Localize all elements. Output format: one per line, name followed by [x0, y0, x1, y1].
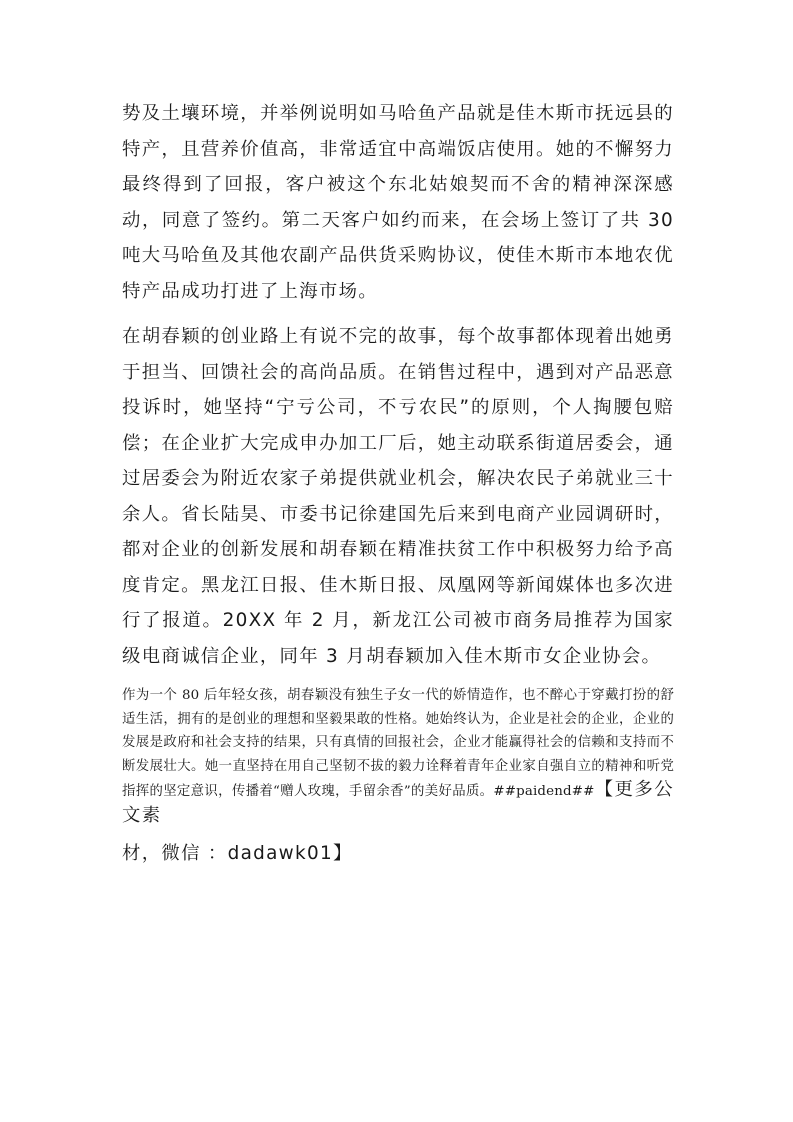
- small-paragraph-text: 作为一个 80 后年轻女孩，胡春颖没有独生子女一代的娇情造作，也不醉心于穿戴打扮的舒适生活，拥有的是创业的理想和坚毅果敢的性格。她始终认为，企业是社会的企业，企业的发展是政府和社会支持的结果，只有真情的回报社会，企业才能赢得社会的信赖和支持而不断发展壮大。她一直坚持在用自己坚韧不拔的毅力诠释着青年企业家自强自立的精神和听党指挥的坚定意识，传播着“赠人玫瑰，手留余香”的美好品质。##paidend##: [122, 688, 674, 799]
- body-paragraph-1: 势及土壤环境，并举例说明如马哈鱼产品就是佳木斯市抚远县的特产，且营养价值高，非常适宜中高端饭店使用。她的不懈努力最终得到了回报，客户被这个东北姑娘契而不舍的精神深深感动，同意了签约。第二天客户如约而来，在会场上签订了共 30 吨大马哈鱼及其他农副产品供货采购协议，使佳木斯市本地农优特产品成功打进了上海市场。: [122, 103, 674, 302]
- small-paragraph: [122, 684, 674, 829]
- body-paragraph-2: 在胡春颖的创业路上有说不完的故事，每个故事都体现着出她勇于担当、回馈社会的高尚品质。在销售过程中，遇到对产品恶意投诉时，她坚持“宁亏公司，不亏农民”的原则，个人掏腰包赔偿；在企业扩大完成申办加工厂后，她主动联系街道居委会，通过居委会为附近农家子弟提供就业机会，解决农民子弟就业三十余人。省长陆昊、市委书记徐建国先后来到电商产业园调研时，都对企业的创新发展和胡春颖在精准扶贫工作中积极努力给予高度肯定。黑龙江日报、佳木斯日报、凤凰网等新闻媒体也多次进行了报道。20XX 年 2 月，新龙江公司被市商务局推荐为国家级电商诚信企业，同年 3 月胡春颖加入佳木斯市女企业协会。: [122, 326, 674, 667]
- promo-text-start: 【更多公文素: [122, 779, 674, 826]
- document-page: [122, 96, 674, 865]
- promo-text-end: 材，微信 ：dadawk01】: [122, 843, 353, 864]
